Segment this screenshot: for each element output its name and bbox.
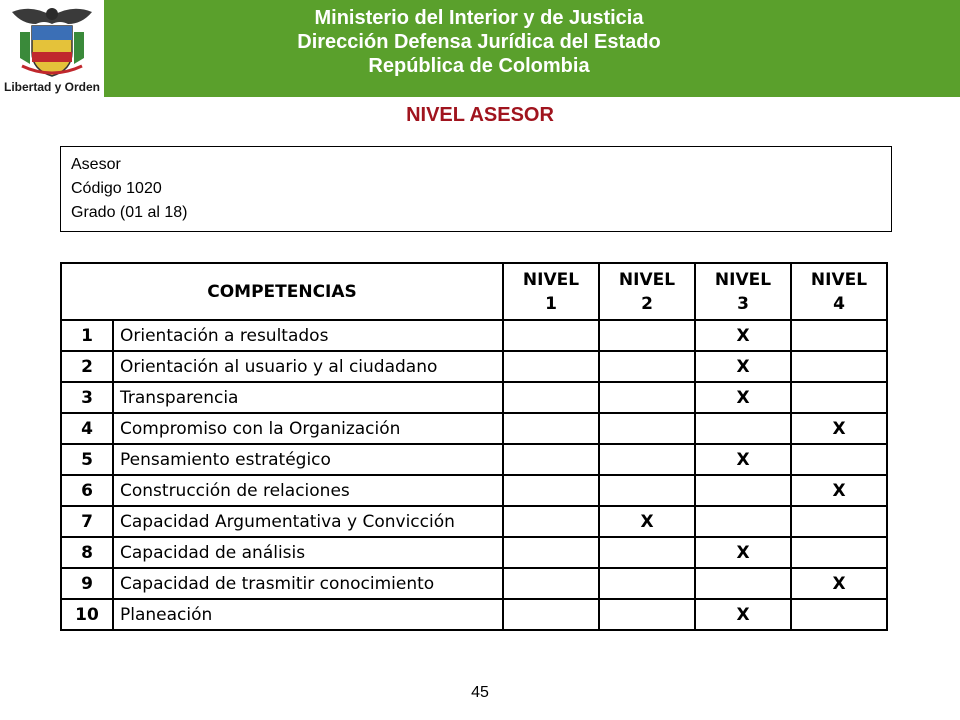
competency-name: Capacidad de análisis bbox=[113, 537, 503, 568]
competency-name: Capacidad de trasmitir conocimiento bbox=[113, 568, 503, 599]
competency-name: Construcción de relaciones bbox=[113, 475, 503, 506]
page-title: NIVEL ASESOR bbox=[406, 104, 554, 126]
level-4-mark bbox=[791, 351, 887, 382]
level-2-mark bbox=[599, 537, 695, 568]
table-row bbox=[61, 537, 887, 568]
competency-name: Compromiso con la Organización bbox=[113, 413, 503, 444]
level-1-mark bbox=[503, 475, 599, 506]
level-4-mark: X bbox=[791, 413, 887, 444]
position-info-box bbox=[60, 146, 892, 232]
row-number: 5 bbox=[61, 444, 113, 475]
coat-of-arms-icon bbox=[2, 2, 102, 80]
level-3-mark: X bbox=[695, 599, 791, 630]
level-1-mark bbox=[503, 351, 599, 382]
level-3-mark: X bbox=[695, 537, 791, 568]
level-1-mark bbox=[503, 413, 599, 444]
table-row bbox=[61, 382, 887, 413]
level-4-header: NIVEL 4 bbox=[791, 263, 887, 320]
logo-caption: Libertad y Orden bbox=[3, 80, 101, 94]
table-row bbox=[61, 413, 887, 444]
level-2-mark: X bbox=[599, 506, 695, 537]
level-3-mark bbox=[695, 506, 791, 537]
level-2-mark bbox=[599, 351, 695, 382]
table-row bbox=[61, 506, 887, 537]
level-3-mark bbox=[695, 475, 791, 506]
level-3-mark bbox=[695, 413, 791, 444]
competency-name: Orientación al usuario y al ciudadano bbox=[113, 351, 503, 382]
level-3-mark bbox=[695, 568, 791, 599]
competencias-header: COMPETENCIAS bbox=[61, 263, 503, 320]
level-3-mark: X bbox=[695, 382, 791, 413]
level-2-mark bbox=[599, 475, 695, 506]
level-3-mark: X bbox=[695, 351, 791, 382]
level-4-mark bbox=[791, 382, 887, 413]
competency-name: Capacidad Argumentativa y Convicción bbox=[113, 506, 503, 537]
competency-name: Planeación bbox=[113, 599, 503, 630]
level-2-mark bbox=[599, 382, 695, 413]
level-1-mark bbox=[503, 444, 599, 475]
row-number: 7 bbox=[61, 506, 113, 537]
table-row bbox=[61, 320, 887, 351]
table-row bbox=[61, 351, 887, 382]
level-1-mark bbox=[503, 320, 599, 351]
level-4-mark bbox=[791, 444, 887, 475]
level-1-mark bbox=[503, 537, 599, 568]
level-4-mark bbox=[791, 599, 887, 630]
level-4-mark: X bbox=[791, 475, 887, 506]
row-number: 3 bbox=[61, 382, 113, 413]
level-1-mark bbox=[503, 568, 599, 599]
level-1-mark bbox=[503, 599, 599, 630]
row-number: 1 bbox=[61, 320, 113, 351]
ministry-name: Ministerio del Interior y de Justicia bbox=[314, 7, 644, 29]
level-4-mark bbox=[791, 537, 887, 568]
level-2-mark bbox=[599, 568, 695, 599]
header-text bbox=[104, 6, 854, 78]
row-number: 2 bbox=[61, 351, 113, 382]
level-1-mark bbox=[503, 506, 599, 537]
level-4-mark bbox=[791, 506, 887, 537]
page-number: 45 bbox=[471, 684, 489, 701]
coat-of-arms-logo bbox=[2, 2, 102, 97]
position-grade: Grado (01 al 18) bbox=[71, 204, 188, 221]
competency-name: Transparencia bbox=[113, 382, 503, 413]
table-header-row bbox=[61, 263, 887, 320]
position-code: Código 1020 bbox=[71, 180, 162, 197]
level-2-mark bbox=[599, 413, 695, 444]
level-2-mark bbox=[599, 320, 695, 351]
row-number: 9 bbox=[61, 568, 113, 599]
table-row bbox=[61, 475, 887, 506]
row-number: 8 bbox=[61, 537, 113, 568]
level-2-header: NIVEL 2 bbox=[599, 263, 695, 320]
position-name: Asesor bbox=[71, 156, 121, 173]
department-name: Dirección Defensa Jurídica del Estado bbox=[297, 31, 661, 53]
level-4-mark bbox=[791, 320, 887, 351]
table-row bbox=[61, 444, 887, 475]
competency-name: Pensamiento estratégico bbox=[113, 444, 503, 475]
row-number: 6 bbox=[61, 475, 113, 506]
country-name: República de Colombia bbox=[368, 55, 590, 77]
competencies-table bbox=[60, 262, 888, 631]
table-row bbox=[61, 568, 887, 599]
level-4-mark: X bbox=[791, 568, 887, 599]
level-1-mark bbox=[503, 382, 599, 413]
level-3-header: NIVEL 3 bbox=[695, 263, 791, 320]
level-1-header: NIVEL 1 bbox=[503, 263, 599, 320]
table-row bbox=[61, 599, 887, 630]
row-number: 4 bbox=[61, 413, 113, 444]
level-2-mark bbox=[599, 444, 695, 475]
level-3-mark: X bbox=[695, 320, 791, 351]
level-2-mark bbox=[599, 599, 695, 630]
level-3-mark: X bbox=[695, 444, 791, 475]
row-number: 10 bbox=[61, 599, 113, 630]
competency-name: Orientación a resultados bbox=[113, 320, 503, 351]
